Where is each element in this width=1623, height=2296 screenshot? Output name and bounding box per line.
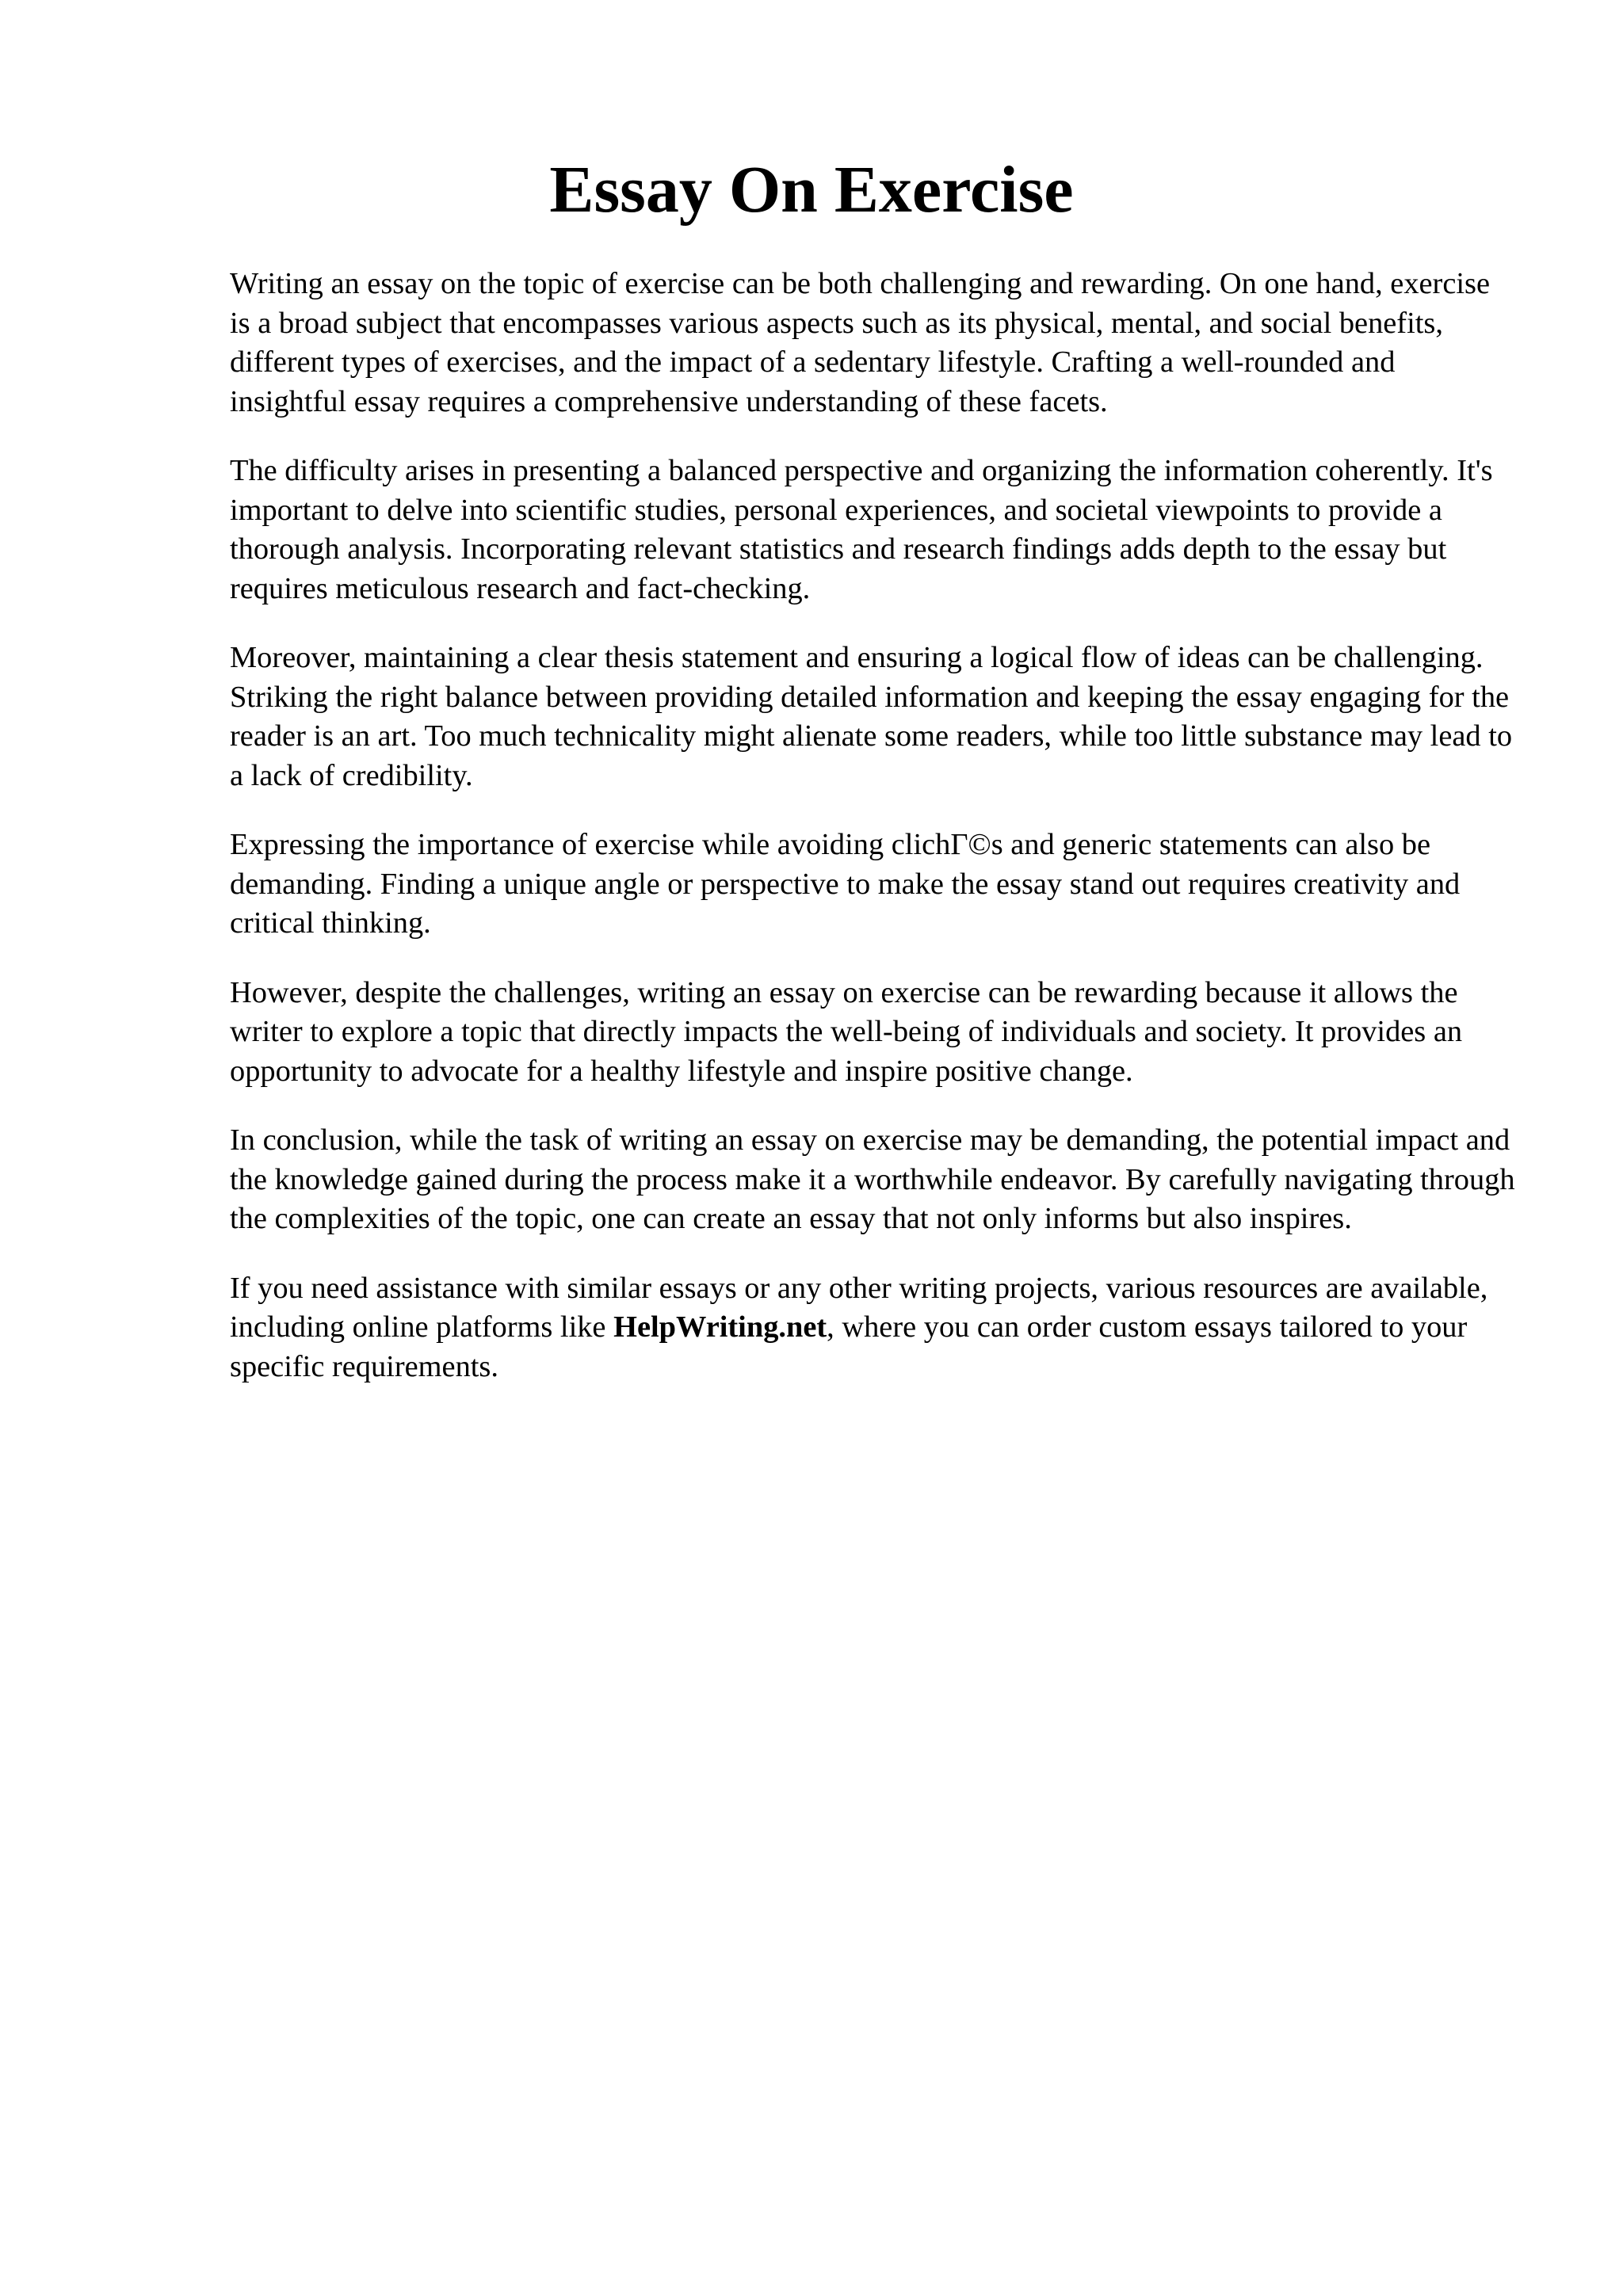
helpwriting-link[interactable]: HelpWriting.net xyxy=(613,1310,827,1344)
paragraph-7 xyxy=(230,1269,1518,1387)
paragraph-5: However, despite the challenges, writing an essay on exercise can be rewarding because it allows the writer to explore a topic that directly impacts the well-being of individuals and society. It provides an opportunity to advocate for a healthy lifestyle and inspire positive change. xyxy=(230,975,1463,1088)
paragraph-1: Writing an essay on the topic of exercise can be both challenging and rewarding. On one hand, exercise is a broad subject that encompasses various aspects such as its physical, mental, and social benefits, different types of exercises, and the impact of a sedentary lifestyle. Crafting a well-rounded and insightful essay requires a comprehensive understanding of these facets. xyxy=(230,267,1491,418)
paragraph-7-before-link: If you need assistance with similar essays or any other writing projects, various resources are available, including online platforms like xyxy=(230,1271,1488,1344)
essay-body xyxy=(230,265,1518,1417)
paragraph-4: Expressing the importance of exercise while avoiding clichΓ©s and generic statements can also be demanding. Finding a unique angle or perspective to make the essay stand out requires creativity and critical thinking. xyxy=(230,828,1461,940)
document-title: Essay On Exercise xyxy=(549,153,1074,227)
paragraph-6: In conclusion, while the task of writing an essay on exercise may be demanding, the potential impact and the knowledge gained during the process make it a worthwhile endeavor. By carefully navigating through the complexities of the topic, one can create an essay that not only informs but also inspires. xyxy=(230,1123,1515,1235)
paragraph-7-after-link: , where you can order custom essays tailored to your specific requirements. xyxy=(230,1310,1468,1383)
paragraph-2: The difficulty arises in presenting a balanced perspective and organizing the information coherently. It's important to delve into scientific studies, personal experiences, and societal viewpoints to provide a thorough analysis. Incorporating relevant statistics and research findings adds depth to the essay but requires meticulous research and fact-checking. xyxy=(230,454,1493,605)
paragraph-3: Moreover, maintaining a clear thesis statement and ensuring a logical flow of ideas can be challenging. Striking the right balance between providing detailed information and keeping the essay engaging for the reader is an art. Too much technicality might alienate some readers, while too little substance may lead to a lack of credibility. xyxy=(230,641,1513,792)
